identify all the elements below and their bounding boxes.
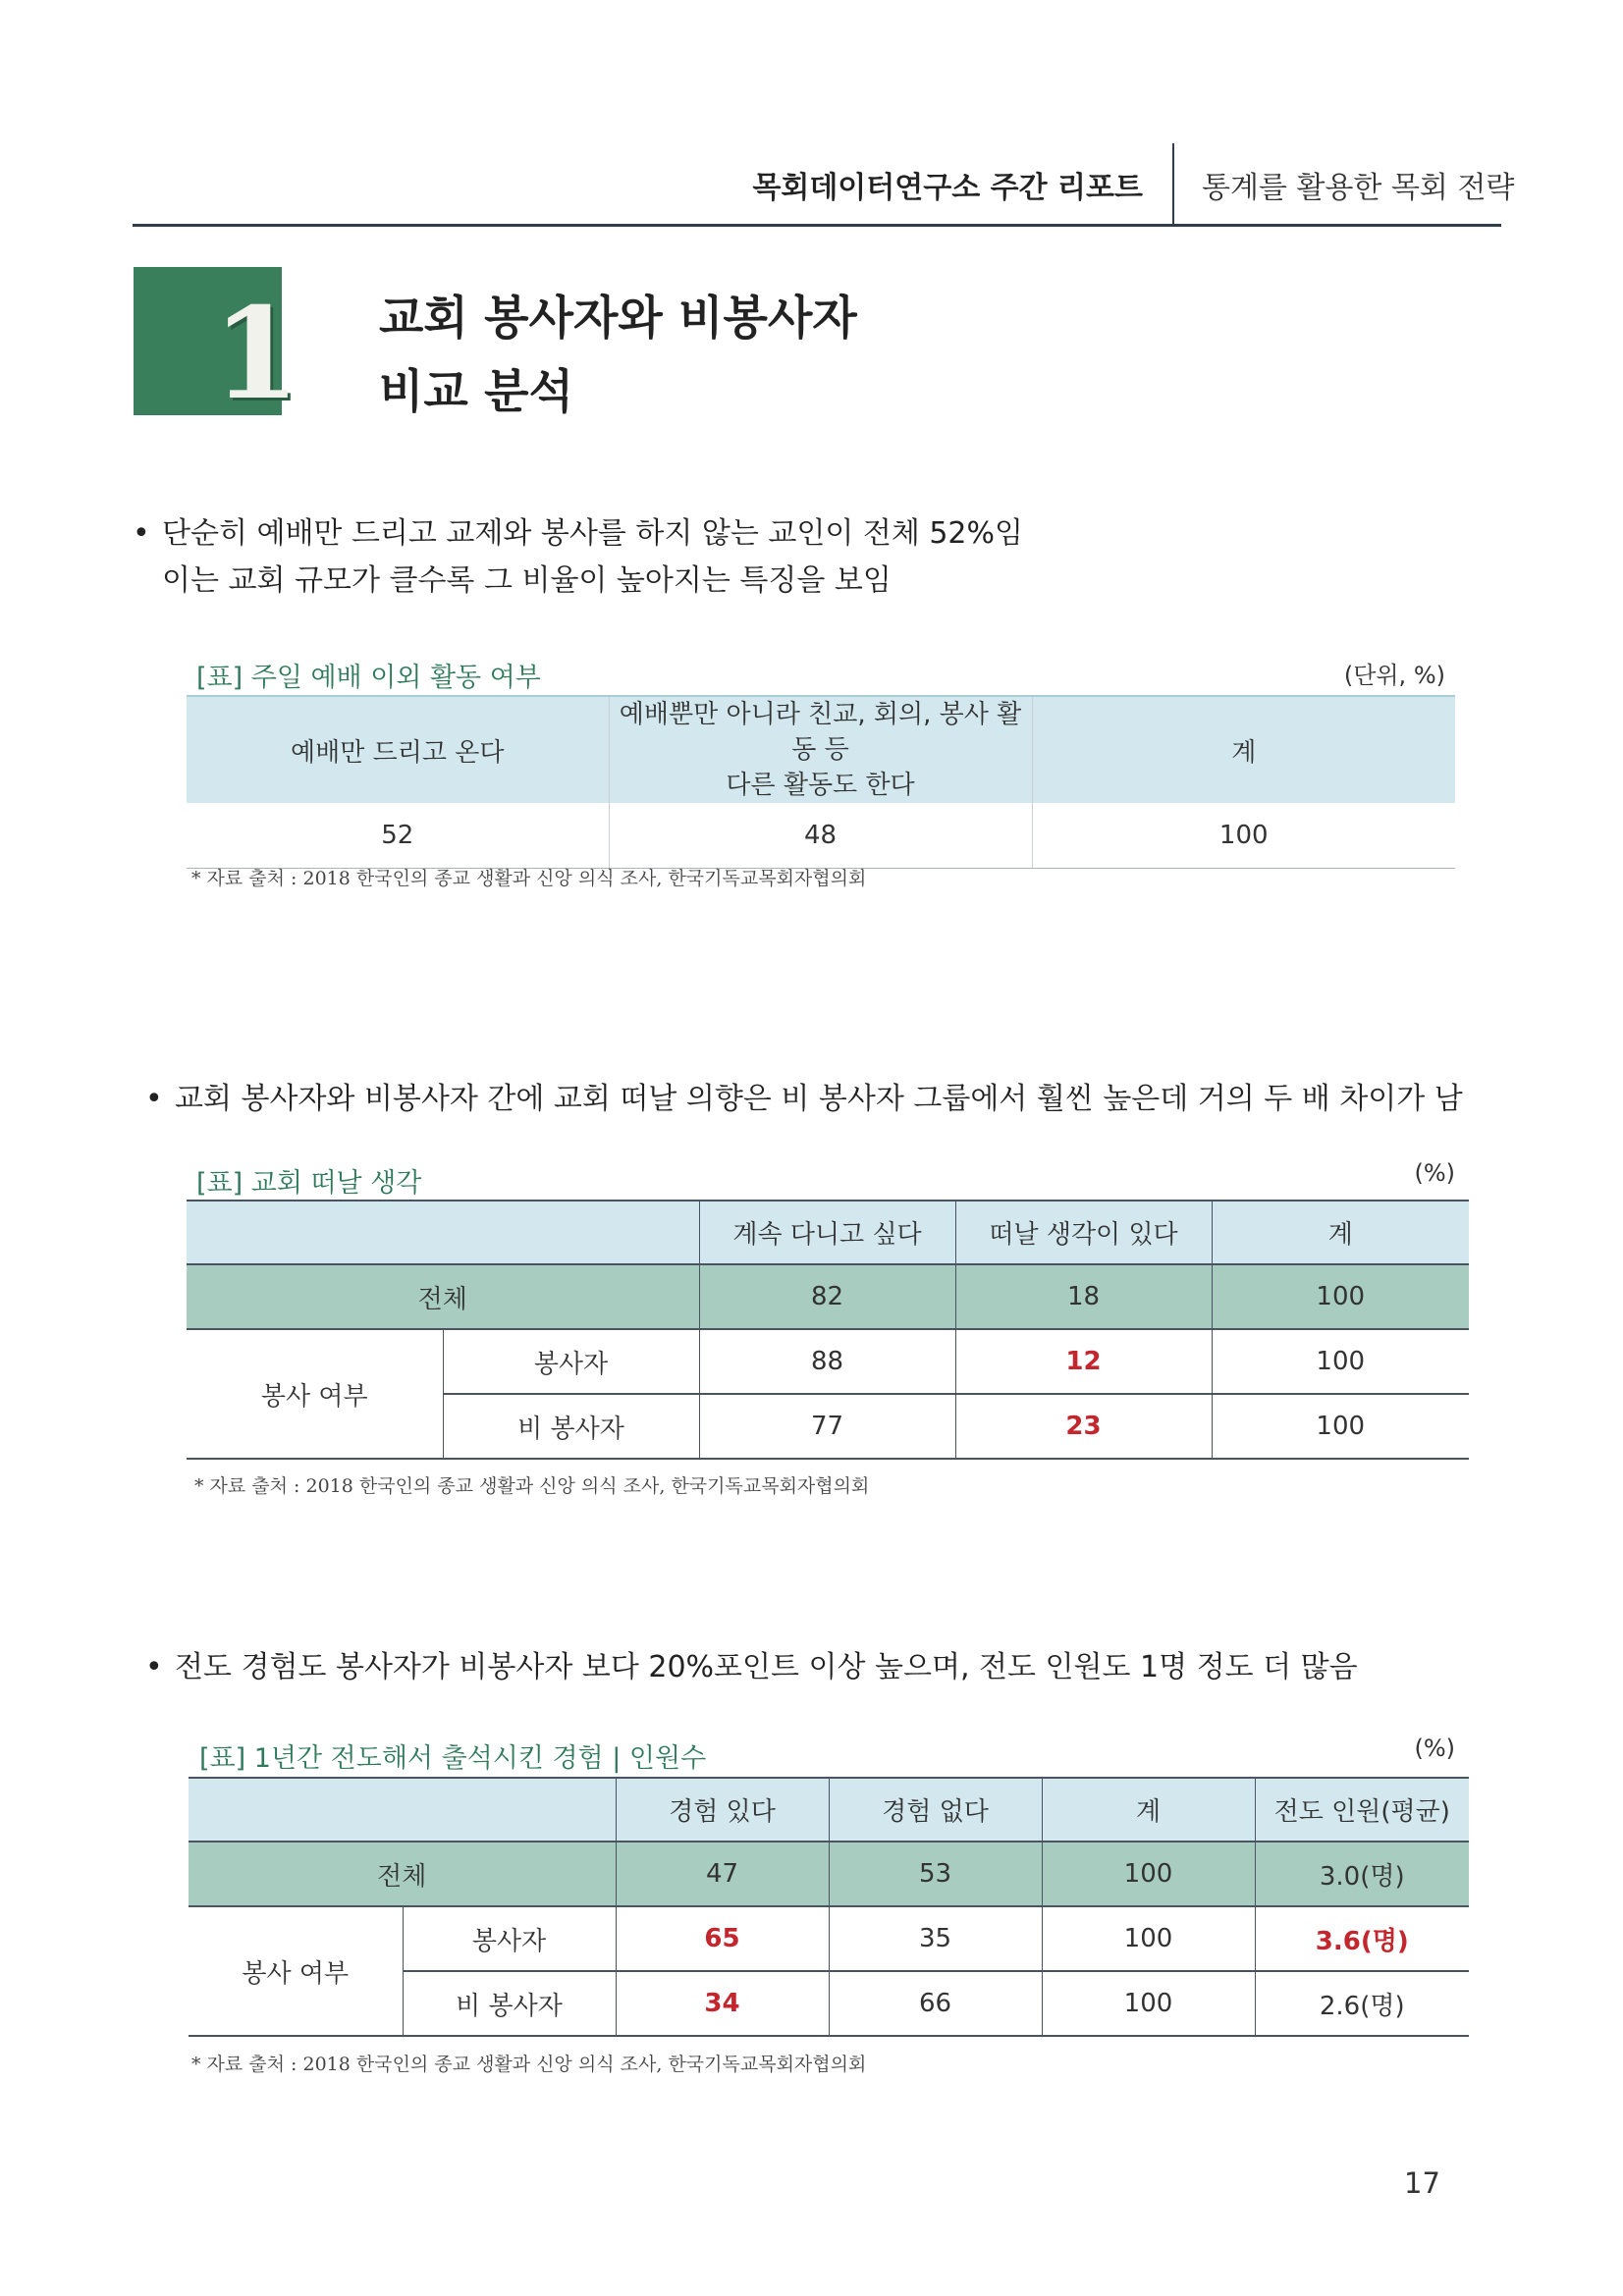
- table1-caption: [표] 주일 예배 이외 활동 여부: [196, 663, 541, 693]
- bullet-1-text: 단순히 예배만 드리고 교제와 봉사를 하지 않는 교인이 전체 52%임: [162, 516, 1024, 551]
- table1-header-2-line2: 다른 활동도 한다: [726, 771, 915, 800]
- table-row: [187, 1329, 1469, 1394]
- table2-cell: 77: [699, 1394, 955, 1459]
- header-rule: [133, 224, 1501, 227]
- table3-header-2: 경험 없다: [829, 1778, 1042, 1842]
- table2-header-1: 계속 다니고 싶다: [699, 1201, 955, 1264]
- table2-group-label: 봉사 여부: [187, 1329, 443, 1459]
- page-number: 17: [1404, 2166, 1440, 2200]
- table2-header-2: 떠날 생각이 있다: [955, 1201, 1212, 1264]
- table1-header-2-line1: 예배뿐만 아니라 친교, 회의, 봉사 활동 등: [619, 700, 1022, 765]
- table3-header-3: 계: [1042, 1778, 1255, 1842]
- table3-unit: (%): [1414, 1735, 1455, 1762]
- table2-cell: 88: [699, 1329, 955, 1394]
- table-row-total: [187, 1264, 1469, 1329]
- table3-row-label: 전체: [189, 1842, 616, 1906]
- table3-group-label: 봉사 여부: [189, 1906, 403, 2036]
- table-row: [189, 1906, 1469, 1971]
- table-row-total: [189, 1842, 1469, 1906]
- table3-cell-highlight: 3.6(명): [1255, 1906, 1469, 1971]
- report-topic: 통계를 활용한 목회 전략: [1202, 171, 1515, 205]
- table3-cell: 47: [616, 1842, 829, 1906]
- table2: [187, 1200, 1469, 1460]
- table3: [189, 1777, 1469, 2037]
- table2-source: * 자료 출처 : 2018 한국인의 종교 생활과 신앙 의식 조사, 한국기독교목회자협의회: [194, 1475, 870, 1497]
- table3-cell-highlight: 34: [616, 1971, 829, 2036]
- table-row: [187, 803, 1455, 869]
- publication-title: 목회데이터연구소 주간 리포트: [752, 171, 1143, 205]
- table2-cell: 100: [1212, 1394, 1469, 1459]
- table3-cell: 2.6(명): [1255, 1971, 1469, 2036]
- bullet-2-text: 교회 봉사자와 비봉사자 간에 교회 떠날 의향은 비 봉사자 그룹에서 훨씬 높은데 거의 두 배 차이가 남: [175, 1082, 1463, 1116]
- table-header-row: [189, 1778, 1469, 1842]
- table3-cell-highlight: 65: [616, 1906, 829, 1971]
- table1-unit: (단위, %): [1343, 662, 1445, 689]
- table2-cell: 18: [955, 1264, 1212, 1329]
- table3-cell: 100: [1042, 1971, 1255, 2036]
- table1-cell: 100: [1032, 803, 1455, 869]
- bullet-3-text: 전도 경험도 봉사자가 비봉사자 보다 20%포인트 이상 높으며, 전도 인원도 1명 정도 더 많음: [175, 1650, 1358, 1684]
- table3-cell: 100: [1042, 1842, 1255, 1906]
- table3-header-4: 전도 인원(평균): [1255, 1778, 1469, 1842]
- bullet-2-line1: [145, 1074, 1463, 1117]
- table2-header-empty: [187, 1201, 699, 1264]
- table3-header-1: 경험 있다: [616, 1778, 829, 1842]
- table3-header-empty: [189, 1778, 616, 1842]
- table3-source: * 자료 출처 : 2018 한국인의 종교 생활과 신앙 의식 조사, 한국기독교목회자협의회: [191, 2054, 867, 2075]
- table-header-row: [187, 696, 1455, 803]
- section-title-line1: 교회 봉사자와 비봉사자: [379, 292, 857, 346]
- bullet-3-line1: [145, 1642, 1358, 1685]
- table2-unit: (%): [1414, 1159, 1455, 1187]
- table2-header-3: 계: [1212, 1201, 1469, 1264]
- table2-cell: 100: [1212, 1329, 1469, 1394]
- table1-source: * 자료 출처 : 2018 한국인의 종교 생활과 신앙 의식 조사, 한국기독교목회자협의회: [191, 868, 867, 889]
- table3-cell: 35: [829, 1906, 1042, 1971]
- table3-caption: [표] 1년간 전도해서 출석시킨 경험 | 인원수: [199, 1743, 707, 1774]
- table3-row-label: 비 봉사자: [403, 1971, 616, 2036]
- table2-cell-highlight: 23: [955, 1394, 1212, 1459]
- table1-header-1: 예배만 드리고 온다: [187, 696, 609, 803]
- table1-cell: 52: [187, 803, 609, 869]
- table1-header-3: 계: [1032, 696, 1455, 803]
- section-number: 1: [212, 281, 300, 428]
- table2-row-label: 비 봉사자: [443, 1394, 699, 1459]
- table2-row-label: 봉사자: [443, 1329, 699, 1394]
- table2-cell-highlight: 12: [955, 1329, 1212, 1394]
- table2-caption: [표] 교회 떠날 생각: [196, 1168, 422, 1199]
- table1: [187, 695, 1455, 869]
- table3-cell: 3.0(명): [1255, 1842, 1469, 1906]
- section-title-line2: 비교 분석: [379, 365, 573, 419]
- bullet-dot-icon: •: [145, 1082, 163, 1116]
- table2-cell: 82: [699, 1264, 955, 1329]
- table2-row-label: 전체: [187, 1264, 699, 1329]
- bullet-1-line2: 이는 교회 규모가 클수록 그 비율이 높아지는 특징을 보임: [162, 563, 892, 598]
- bullet-dot-icon: •: [145, 1650, 163, 1684]
- table1-cell: 48: [609, 803, 1032, 869]
- table-header-row: [187, 1201, 1469, 1264]
- table3-cell: 53: [829, 1842, 1042, 1906]
- table3-cell: 66: [829, 1971, 1042, 2036]
- table3-cell: 100: [1042, 1906, 1255, 1971]
- header-divider: [1172, 143, 1174, 226]
- table1-header-2: [609, 696, 1032, 803]
- bullet-1-line1: [133, 508, 1023, 552]
- table3-row-label: 봉사자: [403, 1906, 616, 1971]
- bullet-dot-icon: •: [133, 516, 150, 551]
- table2-cell: 100: [1212, 1264, 1469, 1329]
